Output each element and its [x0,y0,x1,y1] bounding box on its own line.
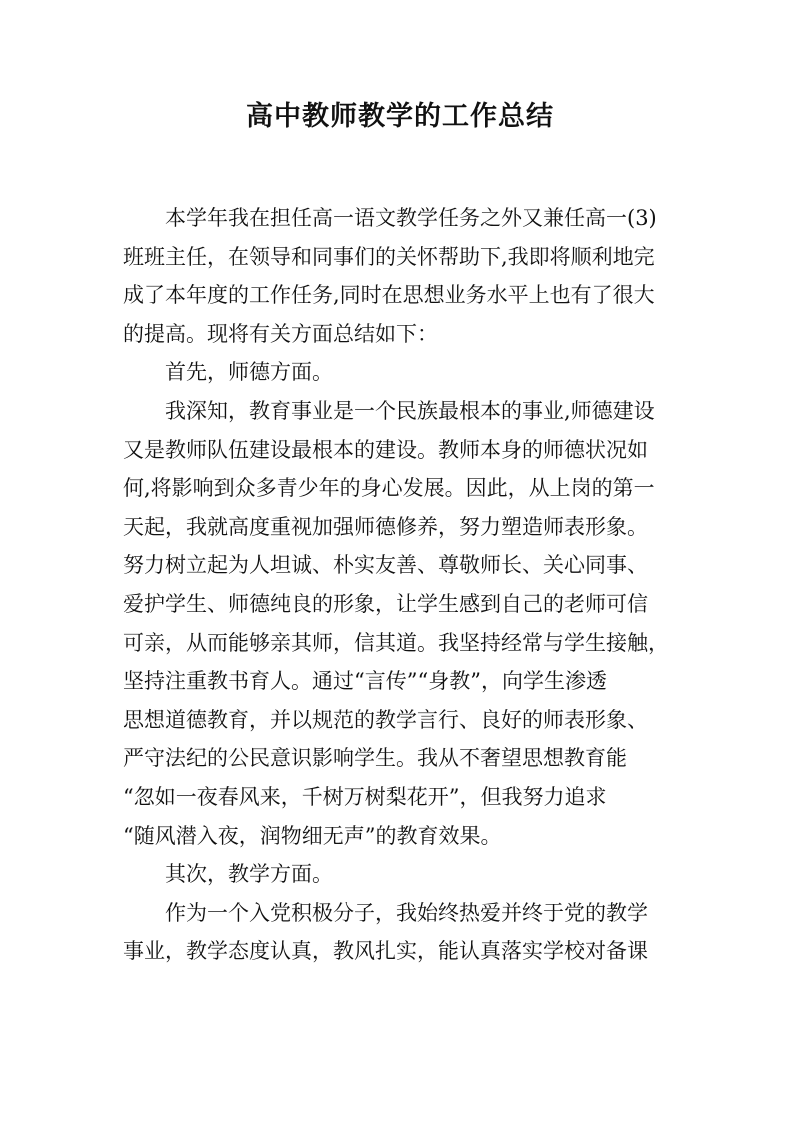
text-line: 的提高。现将有关方面总结如下： [123,321,438,346]
text-line: 本学年我在担任高一语文教学任务之外又兼任高一(3) [123,206,657,230]
text-line: 班班主任，在领导和同事们的关怀帮助下,我即将顺利地完 [123,244,655,269]
text-line: 又是教师队伍建设最根本的建设。教师本身的师德状况如 [123,437,648,462]
text-line: 事业，教学态度认真，教风扎实，能认真落实学校对备课 [123,939,648,964]
text-line: 作为一个入党积极分子，我始终热爱并终于党的教学 [123,900,648,925]
text-line: “随风潜入夜，润物细无声”的教育效果。 [123,823,502,848]
text-line: 成了本年度的工作任务,同时在思想业务水平上也有了很大 [123,283,655,308]
text-line: 何,将影响到众多青少年的身心发展。因此，从上岗的第一 [123,476,655,501]
text-line: 可亲，从而能够亲其师，信其道。我坚持经常与学生接触， [123,630,669,655]
text-line: 爱护学生、师德纯良的形象，让学生感到自己的老师可信 [123,591,648,616]
text-line: 坚持注重教书育人。通过“言传”“身教”，向学生渗透 [123,669,607,694]
document-body [123,199,683,971]
text-line: 我深知，教育事业是一个民族最根本的事业,师德建设 [123,398,655,423]
document-title: 高中教师教学的工作总结 [246,101,554,132]
text-line: 思想道德教育，并以规范的教学言行、良好的师表形象、 [123,707,648,732]
text-line: 天起，我就高度重视加强师德修养，努力塑造师表形象。 [123,514,648,539]
text-line: 其次，教学方面。 [123,862,333,887]
text-line: 首先，师德方面。 [123,360,333,385]
text-line: “忽如一夜春风来，千树万树梨花开”，但我努力追求 [123,784,607,809]
text-line: 努力树立起为人坦诚、朴实友善、尊敬师长、关心同事、 [123,553,648,578]
text-line: 严守法纪的公民意识影响学生。我从不奢望思想教育能 [123,746,627,771]
